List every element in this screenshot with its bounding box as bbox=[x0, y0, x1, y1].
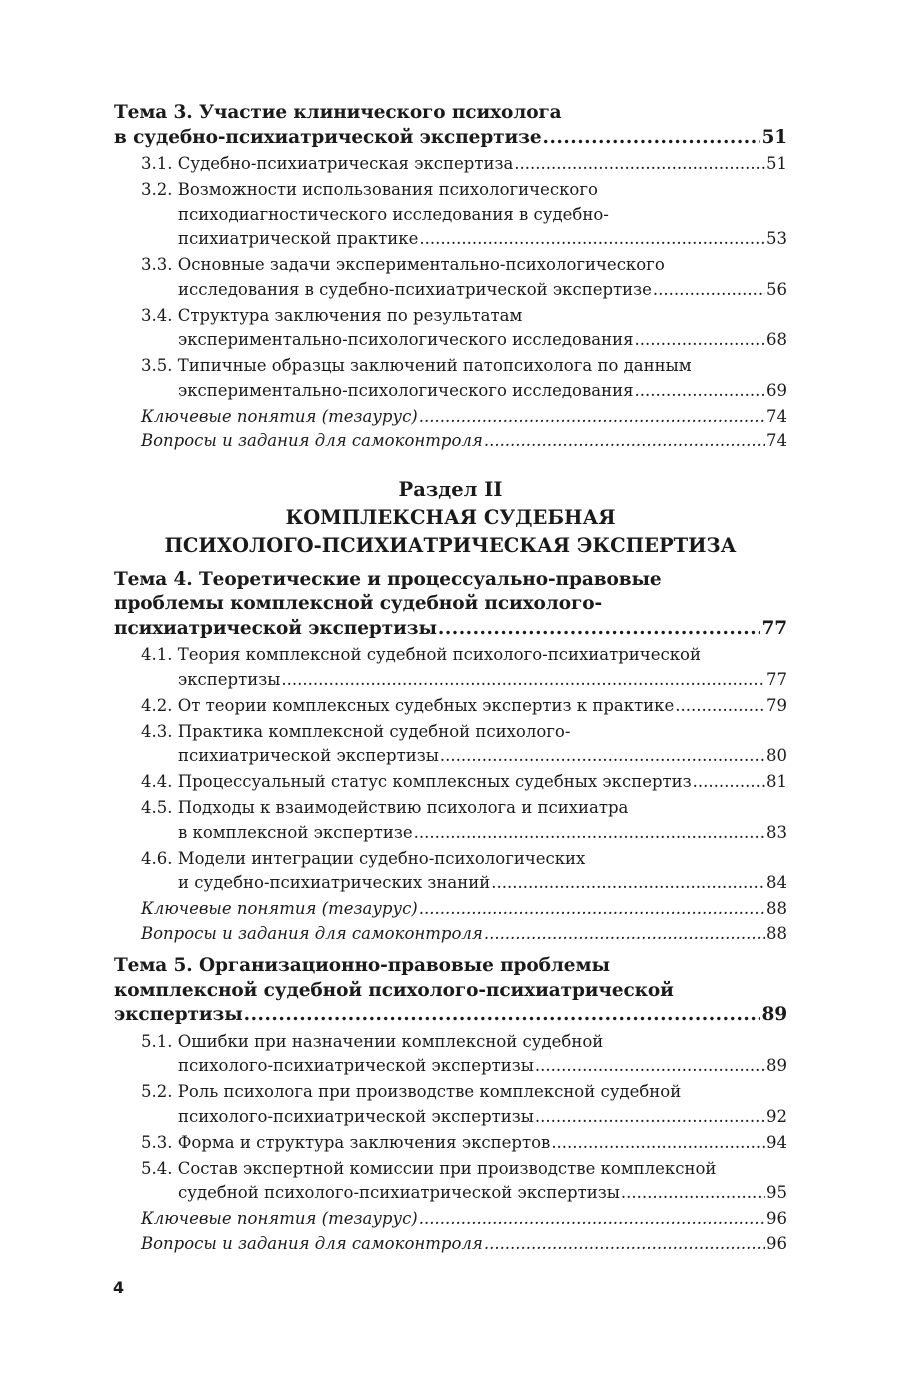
toc-item-4-1[interactable] bbox=[114, 643, 787, 692]
toc-item-3-questions[interactable] bbox=[114, 429, 787, 454]
section-title: КОМПЛЕКСНАЯ СУДЕБНАЯ bbox=[285, 505, 616, 529]
page-number: 89 bbox=[766, 1056, 787, 1075]
page-number: 74 bbox=[766, 431, 787, 450]
item-title: Ключевые понятия (тезаурус) bbox=[141, 899, 418, 918]
table-of-contents bbox=[114, 101, 787, 1256]
item-title: 5.3. Форма и структура заключения экспертов bbox=[141, 1132, 551, 1152]
page-number: 51 bbox=[761, 126, 787, 148]
toc-item-4-questions[interactable] bbox=[114, 922, 787, 947]
toc-item-3-1[interactable] bbox=[114, 152, 787, 177]
dot-leader bbox=[440, 744, 765, 769]
item-title: 4.4. Процессуальный статус комплексных судебных экспертиз bbox=[141, 772, 692, 791]
item-title: психиатрической экспертизы bbox=[178, 746, 439, 765]
page-number: 74 bbox=[766, 406, 787, 426]
toc-topic-4[interactable] bbox=[114, 568, 787, 642]
page-number: 88 bbox=[766, 923, 787, 943]
page-number: 88 bbox=[766, 899, 787, 918]
dot-leader bbox=[635, 379, 765, 404]
toc-item-4-4[interactable] bbox=[114, 770, 787, 795]
toc-item-4-2[interactable] bbox=[114, 694, 787, 719]
topic-title: психиатрической экспертизы bbox=[114, 617, 437, 639]
topic-title: Тема 5. Организационно-правовые проблемы bbox=[114, 955, 610, 976]
dot-leader bbox=[419, 227, 765, 252]
section-heading bbox=[114, 476, 787, 560]
dot-leader bbox=[484, 1232, 765, 1257]
item-title: 3.2. Возможности использования психологического bbox=[141, 180, 598, 199]
toc-item-5-4[interactable] bbox=[114, 1157, 787, 1206]
dot-leader bbox=[244, 1003, 761, 1028]
item-title: 4.2. От теории комплексных судебных экспертиз к практике bbox=[141, 695, 675, 715]
item-title: 3.5. Типичные образцы заключений патопсихолога по данным bbox=[141, 356, 692, 375]
toc-item-5-questions[interactable] bbox=[114, 1232, 787, 1257]
section-number: Раздел II bbox=[398, 477, 503, 501]
page-number: 51 bbox=[766, 154, 787, 173]
item-title: в комплексной экспертизе bbox=[178, 822, 413, 842]
item-title: 3.1. Судебно-психиатрическая экспертиза bbox=[141, 154, 514, 173]
dot-leader bbox=[438, 617, 761, 642]
page-number: 96 bbox=[766, 1209, 787, 1228]
page-number: 89 bbox=[761, 1004, 787, 1025]
toc-item-3-5[interactable] bbox=[114, 354, 787, 403]
dot-leader bbox=[491, 871, 765, 896]
dot-leader bbox=[484, 922, 765, 947]
dot-leader bbox=[281, 668, 765, 693]
page-number: 83 bbox=[766, 822, 787, 842]
dot-leader bbox=[419, 1207, 765, 1232]
dot-leader bbox=[414, 821, 765, 846]
page-number: 69 bbox=[766, 380, 787, 400]
item-title: Вопросы и задания для самоконтроля bbox=[141, 1233, 483, 1253]
item-title: судебной психолого-психиатрической экспертизы bbox=[178, 1183, 620, 1202]
page-number: 53 bbox=[766, 229, 787, 248]
item-title: психодиагностического исследования в судебно- bbox=[178, 204, 609, 224]
topic-title: в судебно-психиатрической экспертизе bbox=[114, 126, 542, 148]
dot-leader bbox=[419, 897, 765, 922]
toc-item-3-keywords[interactable] bbox=[114, 405, 787, 430]
item-title: 5.2. Роль психолога при производстве комплексной судебной bbox=[141, 1082, 682, 1101]
page-number: 68 bbox=[766, 330, 787, 349]
item-title: Вопросы и задания для самоконтроля bbox=[141, 431, 483, 450]
dot-leader bbox=[484, 429, 765, 454]
topic-title: комплексной судебной психолого-психиатрической bbox=[114, 979, 674, 1001]
dot-leader bbox=[535, 1105, 765, 1130]
page-number: 77 bbox=[766, 669, 787, 689]
toc-item-4-keywords[interactable] bbox=[114, 897, 787, 922]
item-title: экспертизы bbox=[178, 669, 281, 689]
dot-leader bbox=[419, 405, 765, 430]
toc-item-5-2[interactable] bbox=[114, 1080, 787, 1129]
item-title: 3.3. Основные задачи экспериментально-психологического bbox=[141, 255, 665, 274]
page-number: 79 bbox=[766, 695, 787, 715]
item-title: психолого-психиатрической экспертизы bbox=[178, 1106, 534, 1126]
dot-leader bbox=[551, 1131, 765, 1156]
item-title: исследования в судебно-психиатрической экспертизе bbox=[178, 279, 652, 299]
toc-item-4-5[interactable] bbox=[114, 796, 787, 845]
item-title: 4.6. Модели интеграции судебно-психологических bbox=[141, 848, 586, 868]
item-title: экспериментально-психологического исследования bbox=[178, 380, 634, 400]
item-title: 4.1. Теория комплексной судебной психолого-психиатрической bbox=[141, 645, 701, 664]
page-number: 81 bbox=[766, 772, 787, 791]
topic-title: Тема 3. Участие клинического психолога bbox=[114, 102, 562, 123]
toc-item-4-6[interactable] bbox=[114, 847, 787, 896]
item-title: 5.4. Состав экспертной комиссии при производстве комплексной bbox=[141, 1158, 717, 1178]
item-title: психолого-психиатрической экспертизы bbox=[178, 1056, 534, 1075]
toc-item-3-3[interactable] bbox=[114, 253, 787, 302]
page-number: 84 bbox=[766, 873, 787, 892]
item-title: Ключевые понятия (тезаурус) bbox=[141, 1209, 418, 1228]
toc-item-3-4[interactable] bbox=[114, 304, 787, 353]
dot-leader bbox=[514, 152, 765, 177]
toc-item-5-1[interactable] bbox=[114, 1030, 787, 1079]
toc-topic-5[interactable] bbox=[114, 954, 787, 1028]
item-title: и судебно-психиатрических знаний bbox=[178, 873, 491, 892]
dot-leader bbox=[621, 1181, 765, 1206]
dot-leader bbox=[635, 328, 765, 353]
page-number: 95 bbox=[766, 1183, 787, 1202]
topic-title: Тема 4. Теоретические и процессуально-правовые bbox=[114, 568, 662, 590]
dot-leader bbox=[653, 278, 765, 303]
toc-item-5-3[interactable] bbox=[114, 1131, 787, 1156]
item-title: Вопросы и задания для самоконтроля bbox=[141, 923, 483, 943]
page-footer-number: 4 bbox=[113, 1278, 125, 1297]
dot-leader bbox=[535, 1054, 765, 1079]
dot-leader bbox=[693, 770, 765, 795]
item-title: 3.4. Структура заключения по результатам bbox=[141, 305, 523, 325]
dot-leader bbox=[543, 126, 761, 151]
page-number: 96 bbox=[766, 1233, 787, 1253]
item-title: Ключевые понятия (тезаурус) bbox=[141, 406, 418, 426]
item-title: 5.1. Ошибки при назначении комплексной судебной bbox=[141, 1031, 604, 1051]
page-number: 77 bbox=[761, 617, 787, 639]
item-title: 4.3. Практика комплексной судебной психолого- bbox=[141, 721, 571, 741]
toc-item-4-3[interactable] bbox=[114, 720, 787, 769]
topic-title: проблемы комплексной судебной психолого- bbox=[114, 593, 603, 614]
item-title: 4.5. Подходы к взаимодействию психолога и психиатра bbox=[141, 798, 629, 817]
toc-item-5-keywords[interactable] bbox=[114, 1207, 787, 1232]
item-title: психиатрической практике bbox=[178, 229, 419, 248]
dot-leader bbox=[675, 694, 765, 719]
page-number: 92 bbox=[766, 1106, 787, 1126]
item-title: экспериментально-психологического исследования bbox=[178, 330, 634, 349]
toc-item-3-2[interactable] bbox=[114, 178, 787, 252]
topic-title: экспертизы bbox=[114, 1004, 243, 1025]
section-title: ПСИХОЛОГО-ПСИХИАТРИЧЕСКАЯ ЭКСПЕРТИЗА bbox=[164, 533, 737, 557]
page-number: 80 bbox=[766, 746, 787, 765]
toc-topic-3[interactable] bbox=[114, 101, 787, 150]
page-number: 94 bbox=[766, 1132, 787, 1152]
page-number: 56 bbox=[766, 279, 787, 299]
